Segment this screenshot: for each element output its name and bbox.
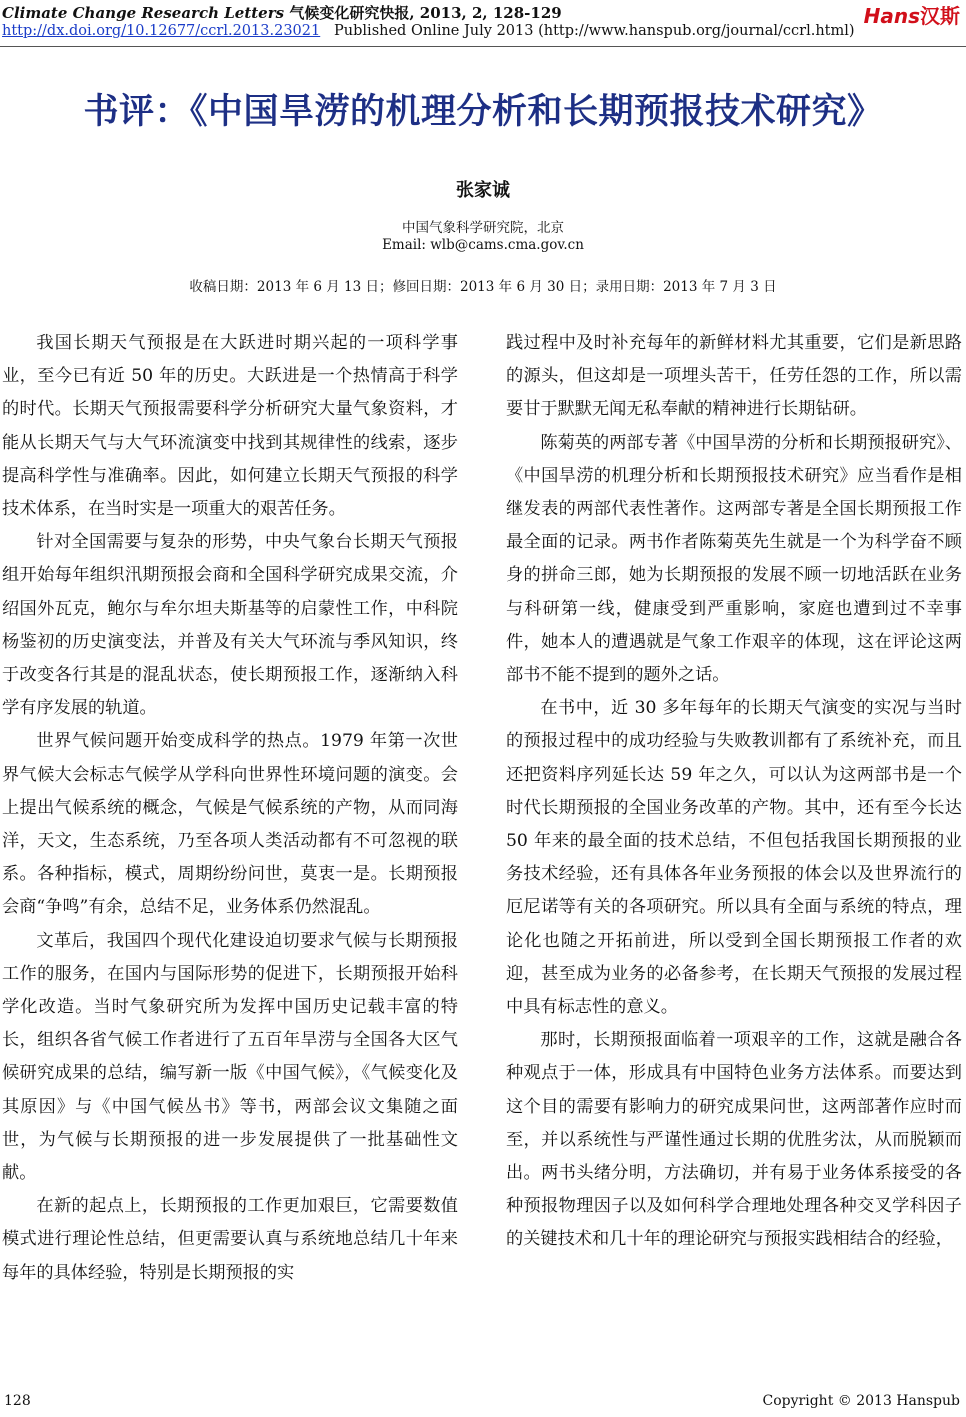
journal-name-cn: 气候变化研究快报 (289, 4, 410, 22)
journal-citation (2, 2, 562, 23)
copyright-notice: Copyright © 2013 Hanspub (762, 1393, 960, 1409)
paragraph-continued: 践过程中及时补充每年的新鲜材料尤其重要，它们是新思路的源头，但这却是一项埋头苦干，任劳任怨的工作，所以需要甘于默默无闻无私奉献的精神进行长期钻研。 (506, 333, 962, 420)
paragraph: 在新的起点上，长期预报的工作更加艰巨，它需要数值模式进行理论性总结，但更需要认真与系统地总结几十年来每年的具体经验，特别是长期预报的实 (2, 1196, 458, 1283)
page-header (0, 0, 966, 46)
author-affiliation: 中国气象科学研究院，北京 (402, 220, 564, 236)
body-column-right (506, 327, 962, 1257)
journal-name-en: Climate Change Research Letters (2, 4, 285, 22)
body-column-left (2, 327, 458, 1290)
paragraph: 那时，长期预报面临着一项艰辛的工作，这就是融合各种观点于一体，形成具有中国特色业务方法体系。而要达到这个目的需要有影响力的研究成果问世，这两部著作应时而至，并以系统性与严谨性通过长期的优胜劣汰，从而脱颖而出。两书头绪分明，方法确切，并有易于业务体系接受的各种预报物理因子以及如何科学合理地处理各种交叉学科因子的关键技术和几十年的理论研究与预报实践相结合的经验， (506, 1030, 962, 1250)
header-rule (0, 46, 966, 47)
hanspub-logo (864, 0, 960, 29)
doi-line (2, 23, 855, 39)
logo-cn: 汉斯 (920, 4, 960, 28)
author-email: Email: wlb@cams.cma.gov.cn (382, 237, 584, 253)
author-name: 张家诚 (456, 180, 510, 201)
paragraph: 在书中，近 30 多年每年的长期天气演变的实况与当时的预报过程中的成功经验与失败教训都有了系统补充，而且还把资料序列延长达 59 年之久，可以认为这两部书是一个时代长期预报的全国业务改革的产物。其中，还有至今长达 50 年来的最全面的技术总结，不但包括我国长期预报的业务技术经验，还有具体各年业务预报的体会以及世界流行的厄尼诺等有关的各项研究。所以具有全面与系统的特点，理论化也随之开拓前进，所以受到全国长期预报工作者的欢迎，甚至成为业务的必备参考，在长期天气预报的发展过程中具有标志性的意义。 (506, 698, 962, 1018)
paragraph: 我国长期天气预报是在大跃进时期兴起的一项科学事业，至今已有近 50 年的历史。大跃进是一个热情高于科学的时代。长期天气预报需要科学分析研究大量气象资料，才能从长期天气与大气环流演变中找到其规律性的线索，逐步提高科学性与准确率。因此，如何建立长期天气预报的科学技术体系，在当时实是一项重大的艰苦任务。 (2, 333, 458, 520)
logo-latin: Hans (863, 4, 920, 28)
paragraph: 针对全国需要与复杂的形势，中央气象台长期天气预报组开始每年组织汛期预报会商和全国科学研究成果交流，介绍国外瓦克，鲍尔与牟尔坦夫斯基等的启蒙性工作，中科院杨鉴初的历史演变法，并普及有关大气环流与季风知识，终于改变各行其是的混乱状态，使长期预报工作，逐渐纳入科学有序发展的轨道。 (2, 532, 458, 719)
paragraph: 世界气候问题开始变成科学的热点。1979 年第一次世界气候大会标志气候学从学科向世界性环境问题的演变。会上提出气候系统的概念，气候是气候系统的产物，从而同海洋，天文，生态系统，乃至各项人类活动都有不可忽视的联系。各种指标，模式，周期纷纷问世，莫衷一是。长期预报会商“争鸣”有余，总结不足，业务体系仍然混乱。 (2, 731, 458, 918)
journal-issue: , 2013, 2, 128-129 (409, 4, 562, 22)
page-number: 128 (4, 1393, 31, 1409)
paragraph: 文革后，我国四个现代化建设迫切要求气候与长期预报工作的服务，在国内与国际形势的促进下，长期预报开始科学化改造。当时气象研究所为发挥中国历史记载丰富的特长，组织各省气候工作者进行了五百年旱涝与全国各大区气候研究成果的总结，编写新一版《中国气候》，《气候变化及其原因》与《中国气候丛书》等书，两部会议文集随之面世，为气候与长期预报的进一步发展提供了一批基础性文献。 (2, 930, 458, 1184)
paragraph: 陈菊英的两部专著《中国旱涝的分析和长期预报研究》、《中国旱涝的机理分析和长期预报技术研究》应当看作是相继发表的两部代表性著作。这两部专著是全国长期预报工作最全面的记录。两书作者陈菊英先生就是一个为科学奋不顾身的拼命三郎，她为长期预报的发展不顾一切地活跃在业务与科研第一线，健康受到严重影响，家庭也遭到过不幸事件，她本人的遭遇就是气象工作艰辛的体现，这在评论这两部书不能不提到的题外之话。 (506, 432, 962, 686)
paper-title: 书评：《中国旱涝的机理分析和长期预报技术研究》 (83, 92, 883, 132)
doi-link[interactable]: http://dx.doi.org/10.12677/ccrl.2013.23021 (2, 23, 321, 39)
publication-info: Published Online July 2013 (http://www.hanspub.org/journal/ccrl.html) (334, 23, 855, 39)
submission-dates: 收稿日期：2013 年 6 月 13 日；修回日期：2013 年 6 月 30 日；录用日期：2013 年 7 月 3 日 (189, 279, 777, 295)
